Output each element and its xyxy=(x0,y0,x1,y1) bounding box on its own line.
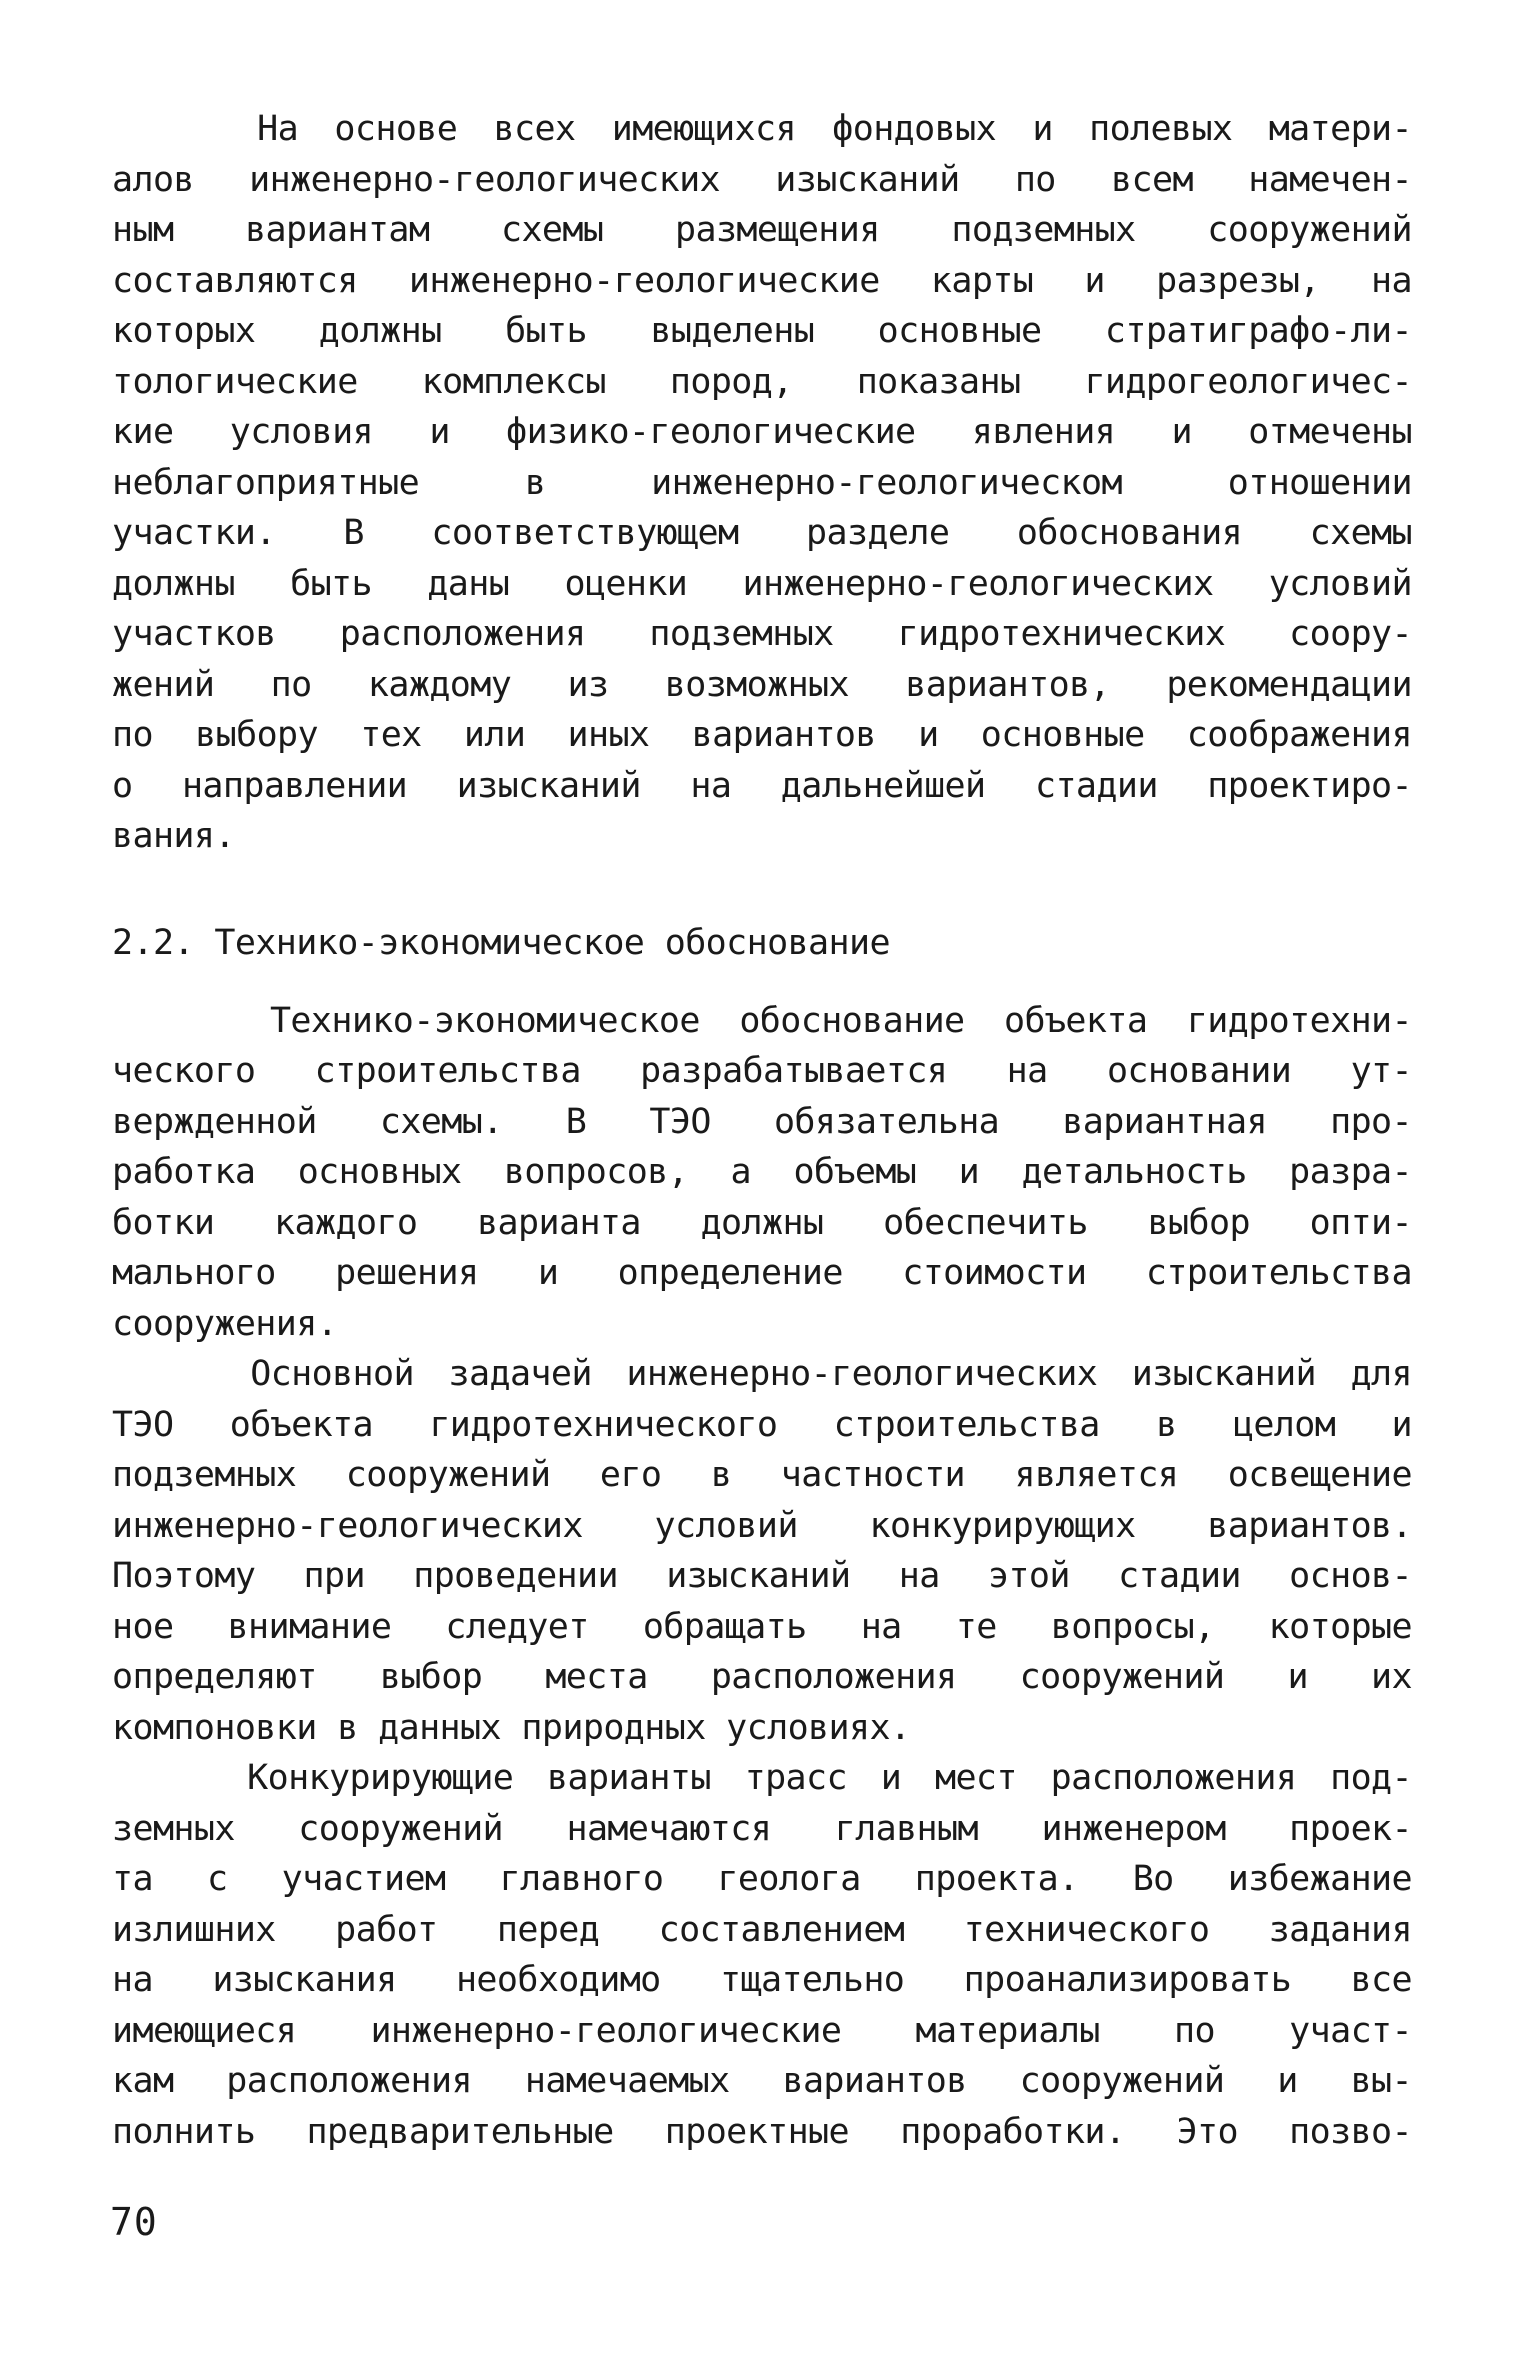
section-heading: 2.2. Технико-экономическое обоснование xyxy=(112,922,890,963)
text-line: излишних работ перед составлением технического задания xyxy=(112,1909,1412,1950)
text-line: вержденной схемы. В ТЭО обязательна вариантная про- xyxy=(112,1101,1412,1142)
text-line: участков расположения подземных гидротехнических соору- xyxy=(112,614,1412,654)
text-line: ческого строительства разрабатывается на основании ут- xyxy=(112,1051,1412,1091)
text-line: составляются инженерно-геологические карты и разрезы, на xyxy=(112,260,1412,301)
text-line: инженерно-геологических условий конкурирующих вариантов. xyxy=(112,1505,1412,1546)
paragraph-4 xyxy=(112,1753,1412,2157)
paragraph-2 xyxy=(112,996,1412,1350)
text-line: Конкурирующие варианты трасс и мест расположения под- xyxy=(112,1758,1412,1798)
page-body xyxy=(112,104,1412,2157)
text-line: кам расположения намечаемых вариантов сооружений и вы- xyxy=(112,2061,1412,2101)
text-line: на изыскания необходимо тщательно проанализировать все xyxy=(112,1960,1412,2000)
text-line: должны быть даны оценки инженерно-геологических условий xyxy=(112,563,1412,604)
text-line: участки. В соответствующем разделе обоснования схемы xyxy=(112,513,1412,553)
text-line: мального решения и определение стоимости строительства xyxy=(112,1253,1412,1293)
text-line: Основной задачей инженерно-геологических изысканий для xyxy=(112,1354,1412,1394)
paragraph-3 xyxy=(112,1349,1412,1753)
text-line: Технико-экономическое обоснование объекта гидротехни- xyxy=(112,1000,1412,1041)
paragraph-1 xyxy=(112,104,1412,862)
text-line: о направлении изысканий на дальнейшей стадии проектиро- xyxy=(112,765,1412,806)
text-line: работка основных вопросов, а объемы и детальность разра- xyxy=(112,1152,1412,1192)
text-line: определяют выбор места расположения сооружений и их xyxy=(112,1657,1412,1697)
text-line: На основе всех имеющихся фондовых и полевых матери- xyxy=(112,109,1412,149)
text-line: неблагоприятные в инженерно-геологическом отношении xyxy=(112,462,1412,503)
text-line: жений по каждому из возможных вариантов, рекомендации xyxy=(112,664,1412,705)
text-line: земных сооружений намечаются главным инженером проек- xyxy=(112,1808,1412,1849)
text-line: ТЭО объекта гидротехнического строительства в целом и xyxy=(112,1404,1412,1445)
text-line: вания. xyxy=(112,816,235,856)
text-line: подземных сооружений его в частности является освещение xyxy=(112,1455,1412,1495)
text-line: которых должны быть выделены основные стратиграфо-ли- xyxy=(112,311,1412,351)
text-line: по выбору тех или иных вариантов и основные соображения xyxy=(112,715,1412,755)
text-line: имеющиеся инженерно-геологические материалы по участ- xyxy=(112,2010,1412,2051)
text-line: тологические комплексы пород, показаны гидрогеологичес- xyxy=(112,361,1412,402)
page-number: 70 xyxy=(110,2200,158,2244)
text-line: алов инженерно-геологических изысканий по всем намечен- xyxy=(112,159,1412,200)
text-line: ным вариантам схемы размещения подземных сооружений xyxy=(112,210,1412,250)
text-line: ботки каждого варианта должны обеспечить выбор опти- xyxy=(112,1202,1412,1243)
text-line: сооружения. xyxy=(112,1303,338,1344)
text-line: Поэтому при проведении изысканий на этой стадии основ- xyxy=(112,1556,1412,1596)
text-line: кие условия и физико-геологические явления и отмечены xyxy=(112,412,1412,452)
text-line: та с участием главного геолога проекта. Во избежание xyxy=(112,1859,1412,1899)
text-line: полнить предварительные проектные проработки. Это позво- xyxy=(112,2111,1412,2152)
text-line: компоновки в данных природных условиях. xyxy=(112,1707,911,1748)
text-line: ное внимание следует обращать на те вопросы, которые xyxy=(112,1606,1412,1647)
